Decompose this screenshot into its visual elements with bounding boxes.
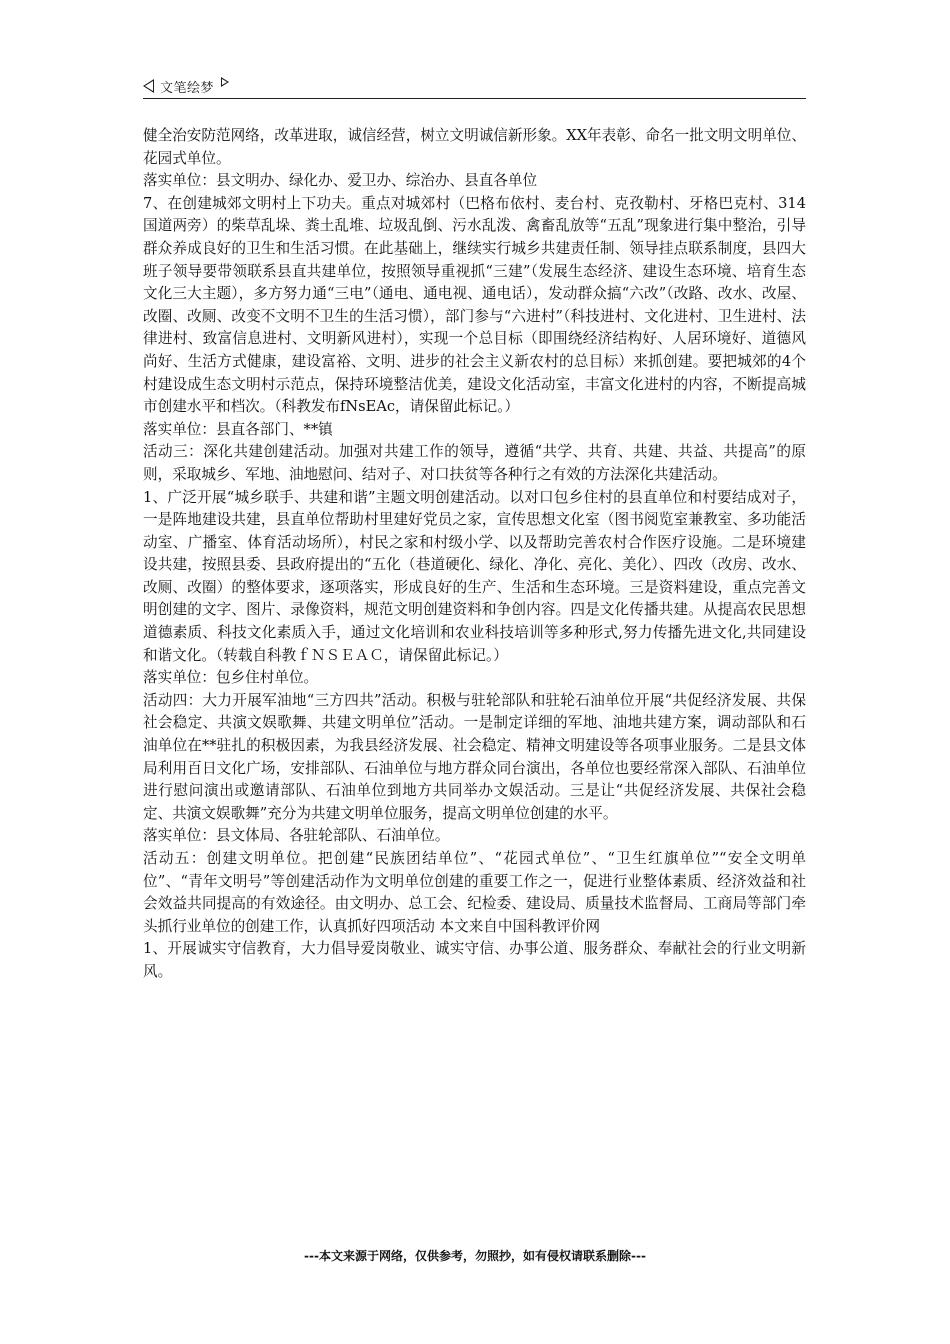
paragraph: 落实单位：县直各部门、**镇 (143, 420, 333, 438)
page-footer: ---本文来源于网络，仅供参考，勿照抄，如有侵权请联系删除--- (304, 1249, 646, 1263)
right-triangle-icon (221, 77, 229, 87)
paragraph: 健全治安防范网络，改革进取，诚信经营，树立文明诚信新形象。XX年表彰、命名一批文明文明单位、花园式单位。 (143, 127, 806, 167)
paragraph: 活动四：大力开展军油地“三方四共”活动。积极与驻轮部队和驻轮石油单位开展“共促经济发展、共保社会稳定、共演文娱歌舞、共建文明单位”活动。一是制定详细的军地、油地共建方案，调动部队和石油单位在**驻扎的积极因素，为我县经济发展、社会稳定、精神文明建设等各项事业服务。二是县文体局利用百日文化广场，安排部队、石油单位与地方群众同台演出，各单位也要经常深入部队、石油单位进行慰问演出或邀请部队、石油单位到地方共同举办文娱活动。三是让“共促经济发展、共保社会稳定、共演文娱歌舞”充分为共建文明单位服务，提高文明单位创建的水平。 (143, 691, 806, 822)
document-body (143, 125, 806, 984)
paragraph: 落实单位：县文明办、绿化办、爱卫办、综治办、县直各单位 (143, 172, 538, 190)
paragraph: 落实单位：包乡住村单位。 (143, 669, 319, 687)
paragraph: 活动三：深化共建创建活动。加强对共建工作的领导，遵循“共学、共育、共建、共益、共提高”的原则，采取城乡、军地、油地慰问、结对子、对口扶贫等各种行之有效的方法深化共建活动。 (143, 443, 806, 483)
page-header (143, 74, 806, 99)
header-title: 文笔绘梦 (160, 80, 215, 96)
paragraph: 1、开展诚实守信教育，大力倡导爱岗敬业、诚实守信、办事公道、服务群众、奉献社会的行业文明新风。 (143, 940, 806, 980)
paragraph: 活动五：创建文明单位。把创建“民族团结单位”、“花园式单位”、“卫生红旗单位”“安全文明单位”、“青年文明号”等创建活动作为文明单位创建的重要工作之一，促进行业整体素质、经济效益和社会效益共同提高的有效途径。由文明办、总工会、纪检委、建设局、质量技术监督局、工商局等部门牵头抓行业单位的创建工作，认真抓好四项活动 本文来自中国科教评价网 (143, 850, 806, 935)
paragraph: 7、在创建城郊文明村上下功夫。重点对城郊村（巴格布依村、麦台村、克孜勒村、牙格巴克村、314国道两旁）的柴草乱垛、粪土乱堆、垃圾乱倒、污水乱泼、禽畜乱放等“五乱”现象进行集中整治，引导群众养成良好的卫生和生活习惯。在此基础上，继续实行城乡共建责任制、领导挂点联系制度，县四大班子领导要带领联系县直共建单位，按照领导重视抓“三建”（发展生态经济、建设生态环境、培育生态文化三大主题），多方努力通“三电”（通电、通电视、通电话），发动群众搞“六改”（改路、改水、改屋、改圈、改厕、改变不文明不卫生的生活习惯），部门参与“六进村”（科技进村、文化进村、卫生进村、法律进村、致富信息进村、文明新风进村），实现一个总目标（即围绕经济结构好、人居环境好、道德风尚好、生活方式健康，建设富裕、文明、进步的社会主义新农村的总目标）来抓创建。要把城郊的4个村建设成生态文明村示范点，保持环境整洁优美，建设文化活动室，丰富文化进村的内容，不断提高城市创建水平和档次。（科教发布fNsEAc，请保留此标记。） (143, 194, 806, 416)
left-triangle-icon (143, 79, 154, 93)
paragraph: 落实单位：县文体局、各驻轮部队、石油单位。 (143, 827, 450, 845)
paragraph: 1、广泛开展“城乡联手、共建和谐”主题文明创建活动。以对口包乡住村的县直单位和村要结成对子，一是阵地建设共建，县直单位帮助村里建好党员之家，宣传思想文化室（图书阅览室兼教室、多功能活动室、广播室、体育活动场所），村民之家和村级小学、以及帮助完善农村合作医疗设施。二是环境建设共建，按照县委、县政府提出的“五化（巷道硬化、绿化、净化、亮化、美化）、四改（改房、改水、改厕、改圈）的整体要求，逐项落实，形成良好的生产、生活和生态环境。三是资料建设，重点完善文明创建的文字、图片、录像资料，规范文明创建资料和争创内容。四是文化传播共建。从提高农民思想道德素质、科技文化素质入手，通过文化培训和农业科技培训等多种形式,努力传播先进文化,共同建设和谐文化。（转载自科教ｆＮＳＥＡＣ，请保留此标记。） (143, 488, 806, 664)
